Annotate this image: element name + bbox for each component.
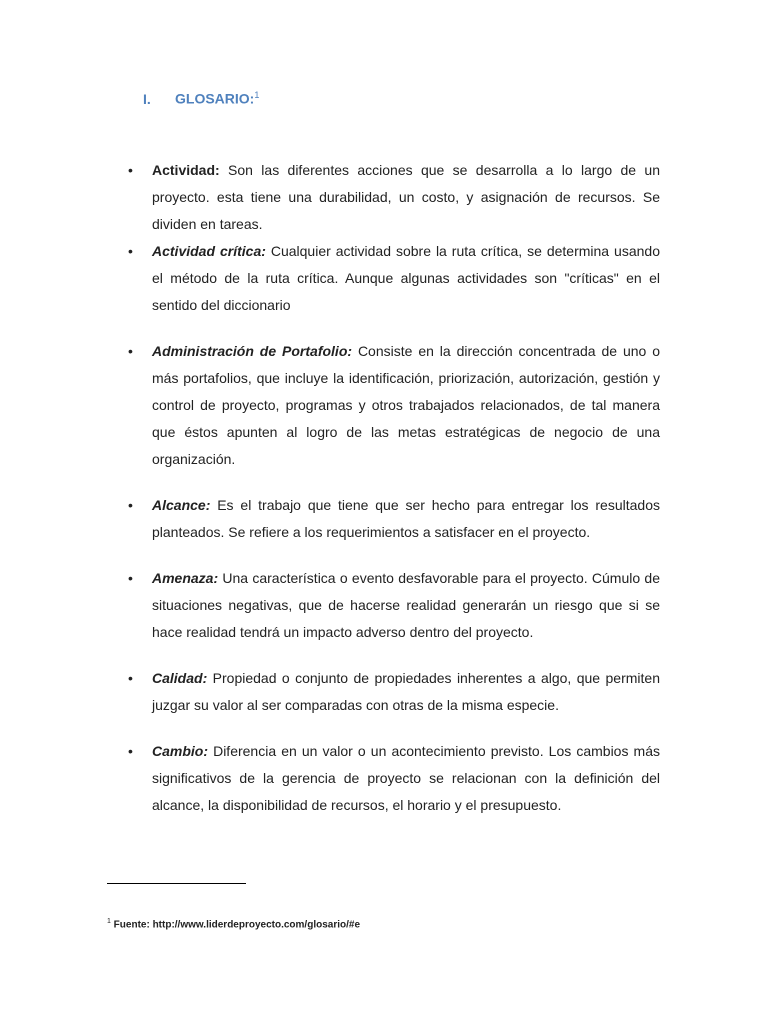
glossary-term: Calidad:	[152, 670, 208, 686]
footnote-marker: 1	[107, 918, 111, 925]
glossary-term: Alcance:	[152, 497, 211, 513]
section-heading	[143, 90, 259, 107]
glossary-definition: Diferencia en un valor o un acontecimiento previsto. Los cambios más significativos de la gerencia de proyecto se relacionan con la definición del alcance, la disponibilidad de recursos, el horario y el presupuesto.	[152, 743, 660, 813]
glossary-term: Actividad:	[152, 162, 220, 178]
glossary-item	[128, 565, 660, 646]
glossary-item	[128, 738, 660, 819]
bullet: •	[128, 343, 133, 359]
glossary-term: Administración de Portafolio:	[152, 343, 353, 359]
glossary-definition: Es el trabajo que tiene que ser hecho para entregar los resultados planteados. Se refiere a los requerimientos a satisfacer en el proyecto.	[152, 497, 660, 540]
glossary-definition: Son las diferentes acciones que se desarrolla a lo largo de un proyecto. esta tiene una durabilidad, un costo, y asignación de recursos. Se dividen en tareas.	[152, 162, 660, 232]
footnote	[107, 918, 360, 930]
glossary-item	[128, 338, 661, 473]
section-number: I.	[143, 90, 151, 107]
glossary-definition: Una característica o evento desfavorable para el proyecto. Cúmulo de situaciones negativas, que de hacerse realidad generarán un riesgo que si se hace realidad tendrá un impacto adverso dentro del proyecto.	[152, 570, 660, 640]
section-title: GLOSARIO:	[175, 90, 255, 107]
glossary-item	[128, 238, 660, 319]
glossary-term: Actividad crítica:	[152, 243, 266, 259]
glossary-list	[128, 157, 661, 838]
glossary-term: Amenaza:	[152, 570, 219, 586]
bullet: •	[128, 570, 133, 586]
glossary-definition: Consiste en la dirección concentrada de uno o más portafolios, que incluye la identificación, priorización, autorización, gestión y control de proyecto, programas y otros trabajados relacionados, de tal manera que éstos apunten al logro de las metas estratégicas de negocio de una organización.	[152, 343, 661, 467]
footnote-separator	[107, 883, 246, 884]
footnote-text[interactable]: Fuente: http://www.liderdeproyecto.com/glosario/#e	[110, 919, 361, 931]
glossary-item	[128, 157, 660, 238]
glossary-definition: Cualquier actividad sobre la ruta crítica, se determina usando el método de la ruta crítica. Aunque algunas actividades son "críticas" en el sentido del diccionario	[152, 243, 660, 313]
bullet: •	[128, 162, 133, 178]
glossary-term: Cambio:	[152, 743, 208, 759]
glossary-item	[128, 665, 660, 719]
bullet: •	[128, 743, 133, 759]
footnote-reference[interactable]: 1	[254, 90, 260, 100]
bullet: •	[128, 243, 133, 259]
glossary-item	[128, 492, 660, 546]
glossary-definition: Propiedad o conjunto de propiedades inherentes a algo, que permiten juzgar su valor al ser comparadas con otras de la misma especie.	[152, 670, 660, 713]
bullet: •	[128, 670, 133, 686]
bullet: •	[128, 497, 133, 513]
